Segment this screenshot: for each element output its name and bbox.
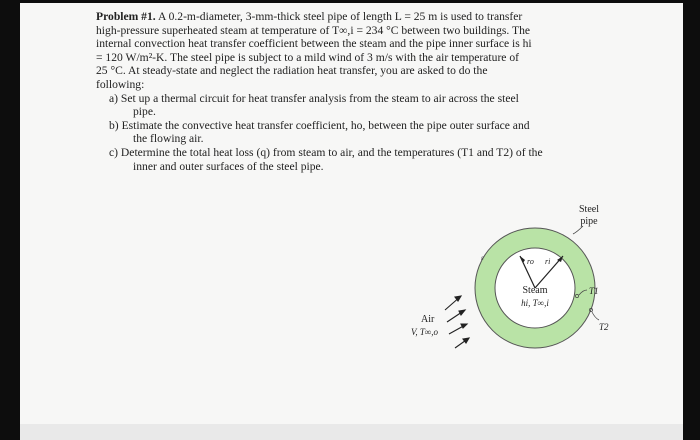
ro-label: ro xyxy=(527,257,534,266)
bottom-bar xyxy=(20,424,683,440)
epsilon-label: ε xyxy=(481,254,484,262)
pipe-label: pipe xyxy=(580,216,598,227)
problem-line-5: 25 °C. At steady-state and neglect the radiation heat transfer, you are asked to do the xyxy=(96,64,488,78)
problem-line-1: Problem #1. A 0.2-m-diameter, 3-mm-thick steel pipe of length L = 25 m is used to transfer xyxy=(96,10,523,23)
t1-label: T1 xyxy=(589,286,599,296)
t2-leader xyxy=(592,312,599,320)
steel-leader-line xyxy=(573,226,583,234)
problem-line-3: internal convection heat transfer coefficient between the steam and the pipe inner surface is hi xyxy=(96,37,532,51)
item-c-cont: inner and outer surfaces of the steel pipe. xyxy=(133,159,324,173)
wind-arrows xyxy=(445,296,469,348)
air-sub-label: V, T∞,o xyxy=(411,327,439,337)
item-b: b) Estimate the convective heat transfer coefficient, ho, between the pipe outer surface and xyxy=(109,118,530,132)
item-a: a) Set up a thermal circuit for heat transfer analysis from the steam to air across the steel xyxy=(109,91,519,105)
item-a-cont: pipe. xyxy=(133,105,156,119)
steam-sub-label: hi, T∞,i xyxy=(521,298,549,308)
steam-label: Steam xyxy=(522,285,548,296)
problem-line-6: following: xyxy=(96,77,145,91)
item-c: c) Determine the total heat loss (q) from steam to air, and the temperatures (T1 and T2) of the xyxy=(109,145,543,159)
pipe-cross-section-figure xyxy=(405,198,620,358)
problem-text xyxy=(96,10,616,173)
problem-line-2: high-pressure superheated steam at temperature of T∞,i = 234 °C between two buildings. The xyxy=(96,23,531,37)
t2-label: T2 xyxy=(599,322,609,332)
ri-label: ri xyxy=(545,257,551,266)
item-b-cont: the flowing air. xyxy=(133,132,204,146)
problem-line-4: = 120 W/m²-K. The steel pipe is subject to a mild wind of 3 m/s with the air temperature of xyxy=(96,50,520,64)
air-label: Air xyxy=(421,314,435,325)
steel-label: Steel xyxy=(579,204,599,215)
